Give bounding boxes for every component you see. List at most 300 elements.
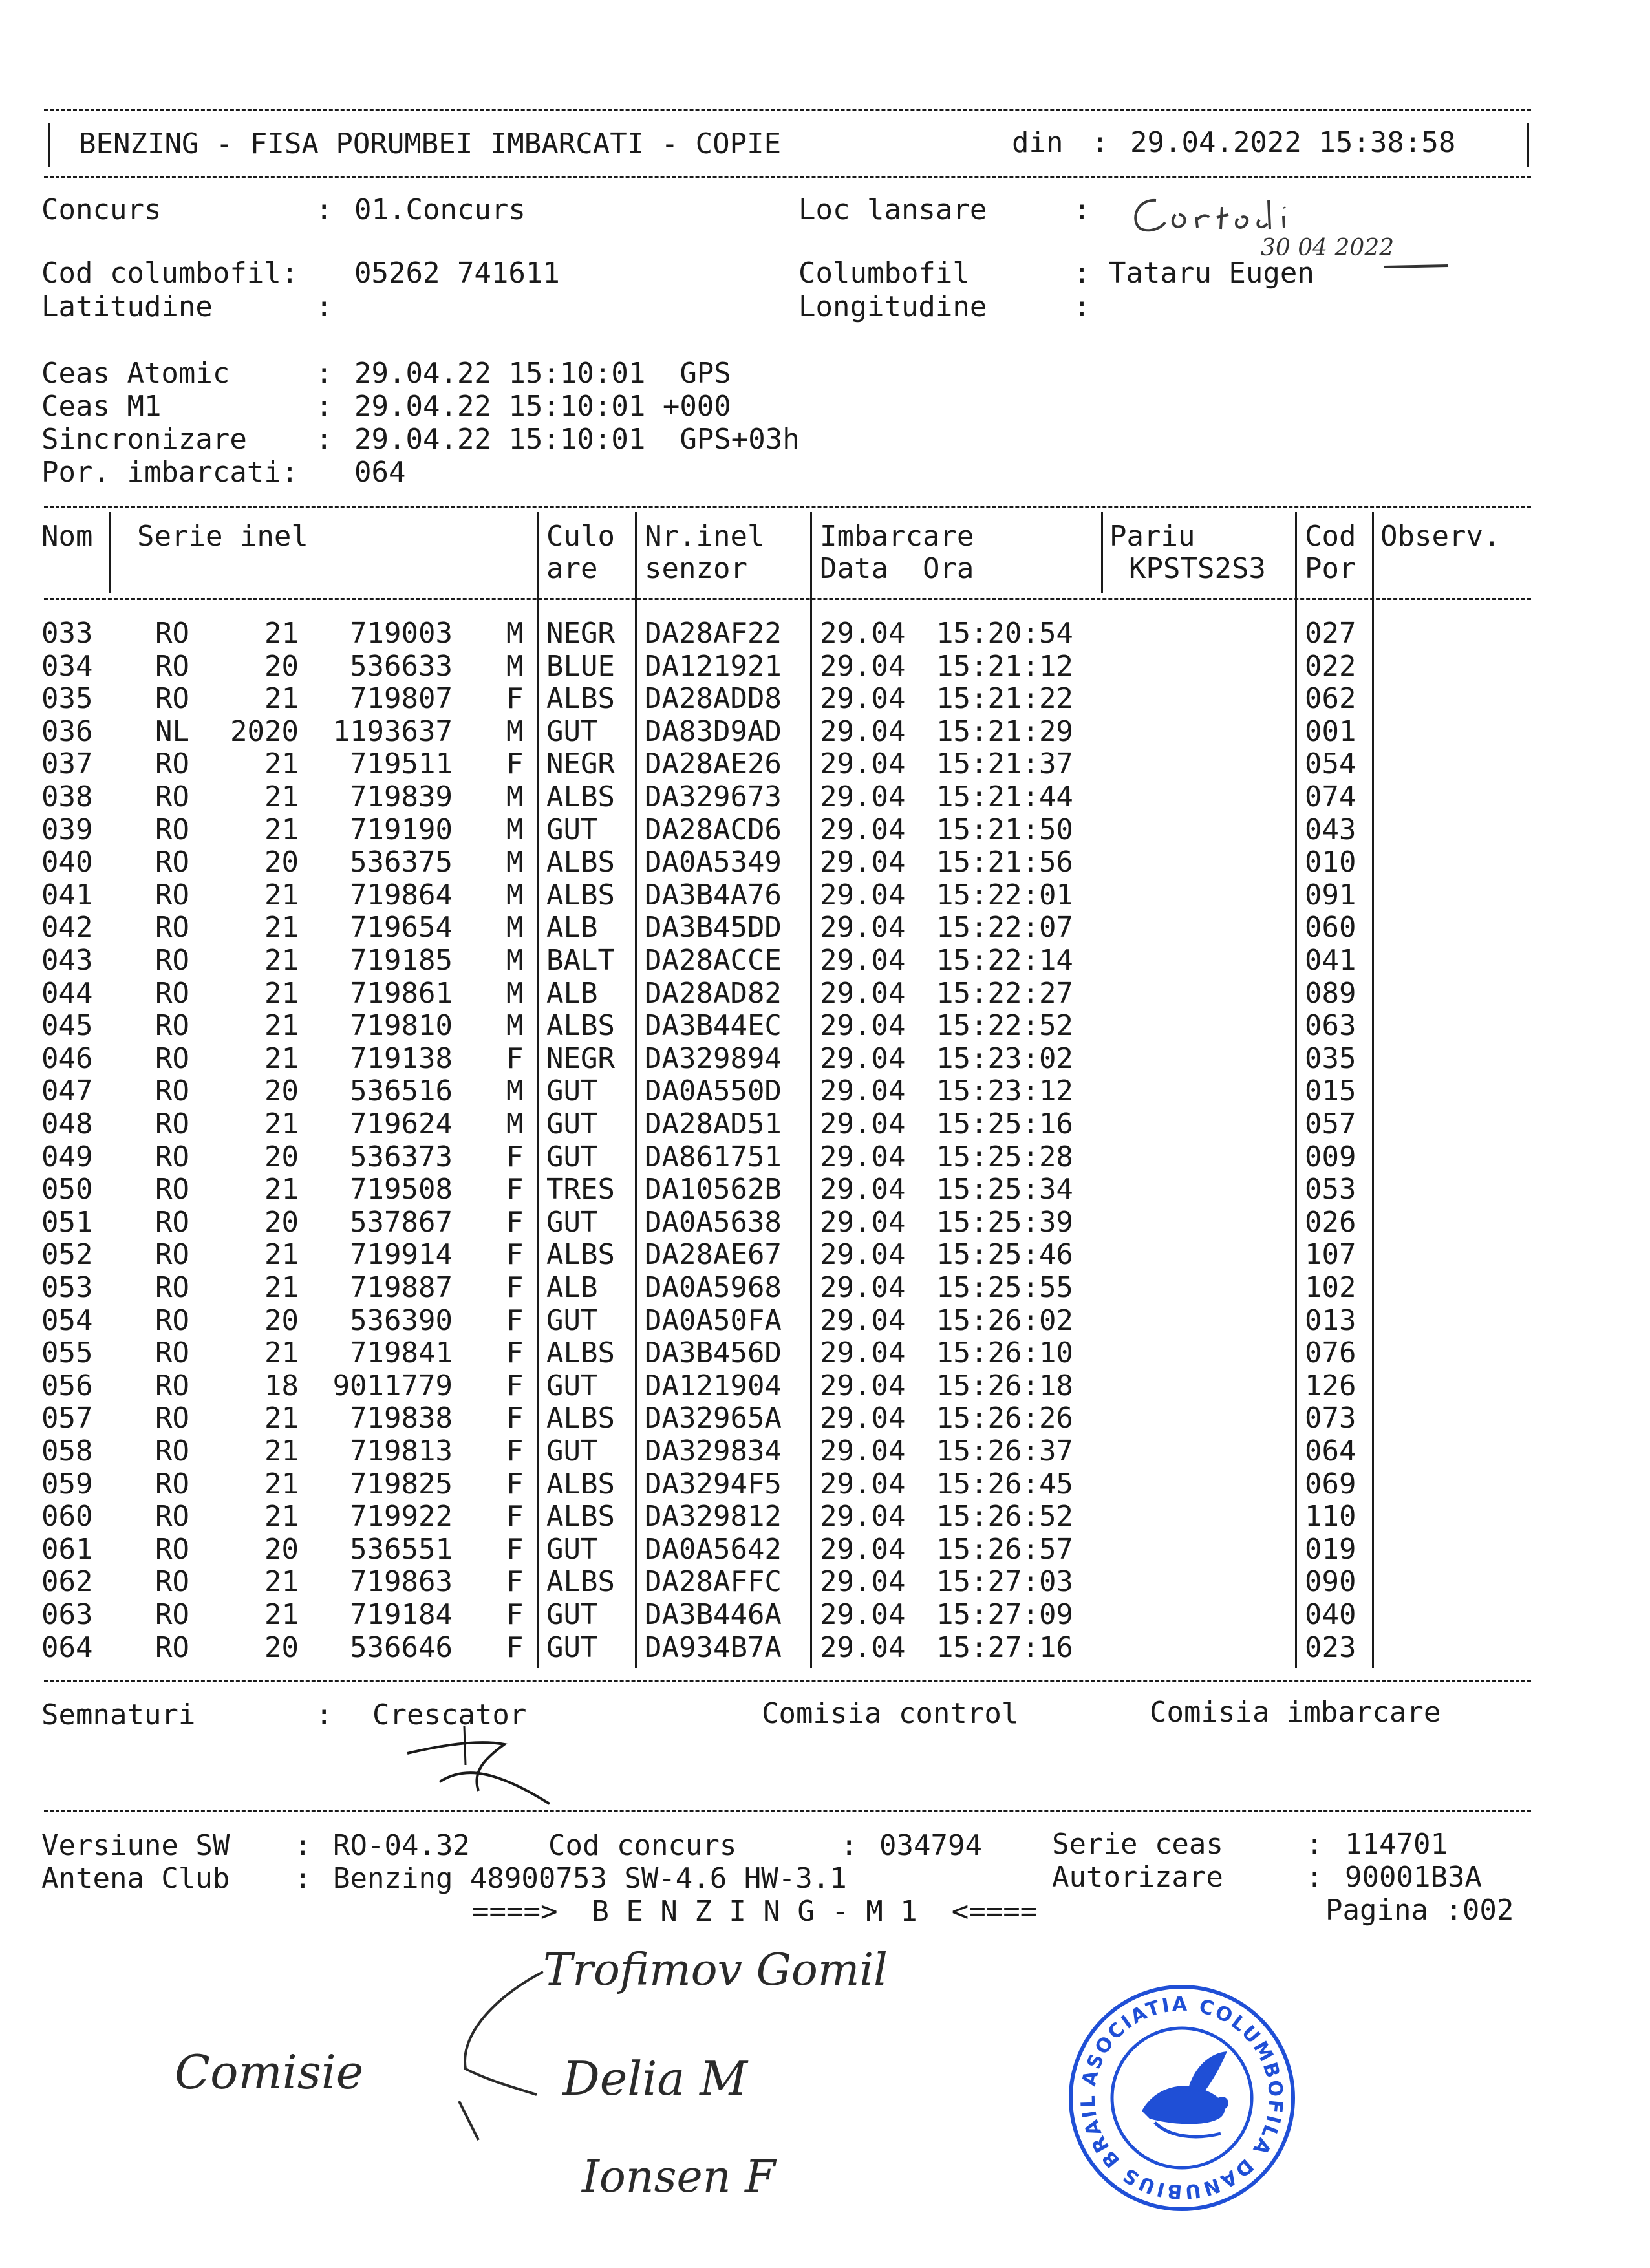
row-nr: 719922 [350,1500,453,1534]
row-tara: RO [155,1500,189,1534]
row-data: 29.04 [820,1467,906,1501]
row-senzor: DA28ACD6 [645,813,782,846]
row-tara: RO [155,846,189,879]
table-bottom-rule [44,1680,1531,1682]
row-ora: 15:22:07 [936,911,1073,945]
row-cod: 022 [1305,649,1356,683]
row-data: 29.04 [820,1205,906,1239]
row-ora: 15:21:29 [936,714,1073,748]
row-an: 21 [264,813,299,846]
table-row [0,1043,1650,1075]
table-row [0,945,1650,977]
row-tara: RO [155,1565,189,1599]
row-nom: 064 [41,1631,93,1664]
row-cod: 057 [1305,1107,1356,1140]
row-ora: 15:22:52 [936,1009,1073,1043]
row-cod: 073 [1305,1402,1356,1435]
table-row [0,1370,1650,1402]
row-nr: 719813 [350,1435,453,1468]
row-nom: 036 [41,714,93,748]
row-sex: F [506,1369,524,1402]
row-sex: M [506,976,524,1010]
row-culoare: NEGR [546,1042,615,1075]
row-nom: 044 [41,976,93,1010]
comisia-imbarcare-label: Comisia imbarcare [1150,1696,1441,1729]
row-nr: 536516 [350,1075,453,1108]
row-cod: 053 [1305,1173,1356,1206]
versiune-colon: : [294,1829,312,1862]
row-an: 21 [264,1336,299,1370]
row-cod: 064 [1305,1435,1356,1468]
row-cod: 102 [1305,1271,1356,1304]
crescator-signature [401,1720,569,1817]
row-tara: RO [155,1238,189,1272]
row-sex: M [506,649,524,683]
col-cod-header-2: Por [1305,552,1356,585]
date-value: 29.04.2022 15:38:58 [1130,126,1456,159]
row-nr: 719003 [350,617,453,650]
row-nom: 038 [41,780,93,813]
col-divider-imbarcare [1101,512,1103,593]
table-row [0,1501,1650,1533]
row-cod: 023 [1305,1631,1356,1664]
row-nom: 060 [41,1500,93,1534]
row-tara: RO [155,1075,189,1108]
row-sex: F [506,1631,524,1664]
row-culoare: ALB [546,976,598,1010]
row-data: 29.04 [820,1303,906,1337]
header-top-rule [44,109,1531,111]
row-ora: 15:22:14 [936,944,1073,977]
porumbei-imbarcati-label: Por. imbarcati: [41,456,299,489]
row-data: 29.04 [820,649,906,683]
club-stamp [1050,1958,1305,2221]
latitudine-label: Latitudine [41,290,213,323]
antena-label: Antena Club [41,1862,230,1895]
row-culoare: ALBS [546,1500,615,1534]
autorizare-colon: : [1306,1861,1323,1894]
row-sex: F [506,1336,524,1370]
row-tara: RO [155,1173,189,1206]
table-row [0,1468,1650,1501]
handwritten-name-1: Trofimov Gomil [543,1945,888,1996]
row-nr: 719508 [350,1173,453,1206]
row-senzor: DA3B4A76 [645,878,782,912]
sincronizare-colon: : [316,423,333,456]
row-sex: M [506,911,524,945]
row-ora: 15:21:56 [936,846,1073,879]
row-nom: 058 [41,1435,93,1468]
row-culoare: BALT [546,944,615,977]
row-nom: 052 [41,1238,93,1272]
row-culoare: ALBS [546,780,615,813]
row-sex: M [506,714,524,748]
table-row [0,1534,1650,1566]
cod-concurs-label: Cod concurs [548,1829,737,1862]
row-nom: 039 [41,813,93,846]
row-ora: 15:23:12 [936,1075,1073,1108]
row-culoare: GUT [546,1075,598,1108]
table-row [0,781,1650,813]
row-an: 20 [264,1205,299,1239]
row-cod: 054 [1305,747,1356,781]
concurs-colon: : [316,193,333,226]
row-data: 29.04 [820,747,906,781]
table-top-rule [44,506,1531,508]
row-ora: 15:27:03 [936,1565,1073,1599]
row-tara: RO [155,1369,189,1402]
row-nom: 047 [41,1075,93,1108]
row-culoare: GUT [546,1435,598,1468]
col-nrinel-header-2: senzor [645,552,747,585]
row-tara: RO [155,1205,189,1239]
row-data: 29.04 [820,1173,906,1206]
row-culoare: GUT [546,1631,598,1664]
row-ora: 15:22:01 [936,878,1073,912]
table-row [0,1239,1650,1271]
loc-lansare-label: Loc lansare [798,193,987,226]
row-sex: F [506,682,524,716]
ceas-m1-label: Ceas M1 [41,390,162,423]
loc-lansare-colon: : [1073,193,1091,226]
header-left-border [48,123,50,167]
row-nom: 061 [41,1532,93,1566]
row-an: 18 [264,1369,299,1402]
table-row [0,814,1650,846]
cod-columbofil-value: 05262 741611 [354,257,560,290]
row-sex: F [506,747,524,781]
row-data: 29.04 [820,1107,906,1140]
row-tara: NL [155,714,189,748]
document-title: BENZING - FISA PORUMBEI IMBARCATI - COPIE [79,127,782,160]
row-senzor: DA329812 [645,1500,782,1534]
row-culoare: ALBS [546,1009,615,1043]
row-culoare: ALBS [546,682,615,716]
row-culoare: GUT [546,1140,598,1173]
handwritten-date-text: 30 04 2022 [1261,235,1395,261]
date-label: din [1012,126,1064,159]
sincronizare-value: 29.04.22 15:10:01 GPS+03h [354,423,800,456]
row-nom: 037 [41,747,93,781]
col-observ-header: Observ. [1380,520,1501,553]
table-row [0,879,1650,912]
row-senzor: DA28AE26 [645,747,782,781]
row-ora: 15:27:09 [936,1598,1073,1631]
row-an: 21 [264,1565,299,1599]
row-culoare: ALBS [546,1467,615,1501]
row-senzor: DA3B446A [645,1598,782,1631]
versiune-label: Versiune SW [41,1829,230,1862]
row-data: 29.04 [820,1565,906,1599]
row-sex: F [506,1042,524,1075]
ceas-m1-value: 29.04.22 15:10:01 +000 [354,390,731,423]
row-data: 29.04 [820,682,906,716]
row-data: 29.04 [820,878,906,912]
row-ora: 15:25:55 [936,1271,1073,1304]
table-row [0,683,1650,715]
col-pariu-header-1: Pariu [1109,520,1195,553]
row-data: 29.04 [820,911,906,945]
row-nr: 1193637 [332,714,453,748]
row-nr: 536551 [350,1532,453,1566]
row-senzor: DA83D9AD [645,714,782,748]
row-an: 21 [264,1173,299,1206]
row-an: 21 [264,1467,299,1501]
row-tara: RO [155,911,189,945]
row-nr: 719861 [350,976,453,1010]
table-row [0,1108,1650,1140]
row-culoare: ALBS [546,1238,615,1272]
autorizare-label: Autorizare [1052,1861,1223,1894]
row-an: 2020 [230,714,299,748]
row-cod: 043 [1305,813,1356,846]
row-senzor: DA28AE67 [645,1238,782,1272]
row-sex: M [506,878,524,912]
semnaturi-colon: : [316,1698,333,1731]
table-row [0,1402,1650,1435]
row-ora: 15:27:16 [936,1631,1073,1664]
row-culoare: GUT [546,1107,598,1140]
row-ora: 15:25:28 [936,1140,1073,1173]
row-cod: 126 [1305,1369,1356,1402]
row-senzor: DA3294F5 [645,1467,782,1501]
row-senzor: DA28AF22 [645,617,782,650]
row-an: 20 [264,846,299,879]
row-tara: RO [155,944,189,977]
row-ora: 15:26:45 [936,1467,1073,1501]
table-row [0,1599,1650,1631]
row-ora: 15:26:18 [936,1369,1073,1402]
row-senzor: DA329673 [645,780,782,813]
table-row [0,617,1650,650]
row-an: 21 [264,682,299,716]
latitudine-colon: : [316,290,333,323]
table-row [0,1075,1650,1107]
table-row [0,1566,1650,1598]
table-row [0,748,1650,780]
row-senzor: DA28ACCE [645,944,782,977]
row-nr: 719863 [350,1565,453,1599]
ceas-m1-colon: : [316,390,333,423]
header-bottom-rule [44,176,1531,178]
col-divider-nom [109,512,111,593]
row-senzor: DA3B456D [645,1336,782,1370]
row-nom: 059 [41,1467,93,1501]
row-tara: RO [155,617,189,650]
row-nom: 045 [41,1009,93,1043]
footer-top-rule [44,1810,1531,1812]
row-tara: RO [155,649,189,683]
row-data: 29.04 [820,1140,906,1173]
row-sex: F [506,1303,524,1337]
row-tara: RO [155,1140,189,1173]
row-ora: 15:25:39 [936,1205,1073,1239]
serie-ceas-colon: : [1306,1828,1323,1861]
row-ora: 15:22:27 [936,976,1073,1010]
row-tara: RO [155,1009,189,1043]
row-an: 21 [264,1402,299,1435]
longitudine-label: Longitudine [798,290,987,323]
stamp-text: ASOCIATIA COLUMBOFILA DANUBIUS BRAILA [1050,1958,1287,2203]
row-nr: 719511 [350,747,453,781]
row-an: 20 [264,649,299,683]
row-culoare: ALBS [546,1336,615,1370]
row-senzor: DA0A5638 [645,1205,782,1239]
row-culoare: ALBS [546,846,615,879]
row-culoare: GUT [546,1303,598,1337]
col-nom-header: Nom [41,520,93,553]
table-row [0,978,1650,1010]
row-nr: 719914 [350,1238,453,1272]
row-data: 29.04 [820,1369,906,1402]
handwritten-name-2: Delia M [562,2051,747,2106]
row-nr: 536375 [350,846,453,879]
ceas-atomic-value: 29.04.22 15:10:01 GPS [354,357,731,390]
table-row [0,1141,1650,1173]
table-row [0,912,1650,944]
row-ora: 15:26:37 [936,1435,1073,1468]
row-sex: F [506,1402,524,1435]
row-cod: 001 [1305,714,1356,748]
row-ora: 15:26:52 [936,1500,1073,1534]
table-row [0,650,1650,683]
row-an: 21 [264,1009,299,1043]
cod-columbofil-label: Cod columbofil: [41,257,299,290]
row-data: 29.04 [820,1402,906,1435]
row-cod: 069 [1305,1467,1356,1501]
row-sex: M [506,1009,524,1043]
row-nr: 536646 [350,1631,453,1664]
row-cod: 074 [1305,780,1356,813]
antena-colon: : [294,1862,312,1895]
row-ora: 15:25:34 [936,1173,1073,1206]
row-tara: RO [155,1598,189,1631]
row-sex: F [506,1140,524,1173]
row-an: 21 [264,747,299,781]
row-culoare: GUT [546,1598,598,1631]
row-senzor: DA934B7A [645,1631,782,1664]
columbofil-value: Tataru Eugen [1109,257,1314,290]
row-nr: 719838 [350,1402,453,1435]
row-sex: F [506,1500,524,1534]
porumbei-imbarcati-value: 064 [354,456,406,489]
row-nom: 056 [41,1369,93,1402]
table-header-rule [44,598,1531,600]
crescator-label: Crescator [372,1698,527,1731]
row-culoare: GUT [546,1369,598,1402]
col-culoare-header-2: are [546,552,598,585]
row-an: 21 [264,1598,299,1631]
row-nom: 057 [41,1402,93,1435]
row-data: 29.04 [820,813,906,846]
row-an: 21 [264,911,299,945]
row-cod: 040 [1305,1598,1356,1631]
row-senzor: DA28ADD8 [645,682,782,716]
row-cod: 076 [1305,1336,1356,1370]
row-ora: 15:26:02 [936,1303,1073,1337]
sincronizare-label: Sincronizare [41,423,247,456]
row-culoare: ALBS [546,878,615,912]
row-data: 29.04 [820,1075,906,1108]
row-nr: 719654 [350,911,453,945]
row-an: 20 [264,1303,299,1337]
table-row [0,1272,1650,1304]
cod-concurs-colon: : [841,1829,858,1862]
concurs-label: Concurs [41,193,162,226]
row-senzor: DA3B44EC [645,1009,782,1043]
ceas-atomic-colon: : [316,357,333,390]
row-tara: RO [155,1435,189,1468]
row-data: 29.04 [820,780,906,813]
antena-value: Benzing 48900753 SW-4.6 HW-3.1 [333,1862,847,1895]
col-imbarcare-header-1: Imbarcare [820,520,974,553]
row-data: 29.04 [820,1009,906,1043]
row-ora: 15:21:37 [936,747,1073,781]
row-nr: 719825 [350,1467,453,1501]
row-senzor: DA329894 [645,1042,782,1075]
row-nr: 719864 [350,878,453,912]
row-ora: 15:25:46 [936,1238,1073,1272]
row-data: 29.04 [820,976,906,1010]
row-tara: RO [155,1532,189,1566]
row-nom: 048 [41,1107,93,1140]
row-culoare: NEGR [546,617,615,650]
row-ora: 15:21:22 [936,682,1073,716]
row-an: 20 [264,1631,299,1664]
row-culoare: ALB [546,911,598,945]
row-nr: 719138 [350,1042,453,1075]
row-senzor: DA0A50FA [645,1303,782,1337]
autorizare-value: 90001B3A [1345,1861,1482,1894]
row-sex: F [506,1532,524,1566]
semnaturi-label: Semnaturi [41,1698,196,1731]
row-nom: 043 [41,944,93,977]
row-cod: 089 [1305,976,1356,1010]
col-serie-header: Serie inel [137,520,308,553]
row-tara: RO [155,747,189,781]
ceas-atomic-label: Ceas Atomic [41,357,230,390]
row-tara: RO [155,780,189,813]
columbofil-label: Columbofil [798,257,970,290]
serie-ceas-value: 114701 [1345,1828,1448,1861]
row-tara: RO [155,682,189,716]
row-cod: 019 [1305,1532,1356,1566]
row-sex: F [506,1271,524,1304]
row-tara: RO [155,813,189,846]
table-row [0,1010,1650,1042]
row-data: 29.04 [820,1598,906,1631]
row-senzor: DA28AFFC [645,1565,782,1599]
row-an: 21 [264,780,299,813]
row-data: 29.04 [820,1238,906,1272]
row-nom: 041 [41,878,93,912]
table-row [0,1632,1650,1664]
row-ora: 15:25:16 [936,1107,1073,1140]
row-culoare: TRES [546,1173,615,1206]
row-sex: M [506,780,524,813]
row-sex: F [506,1598,524,1631]
versiune-value: RO-04.32 [333,1829,470,1862]
row-tara: RO [155,1303,189,1337]
table-row [0,846,1650,879]
row-an: 20 [264,1075,299,1108]
table-row [0,1305,1650,1337]
row-data: 29.04 [820,944,906,977]
table-row [0,716,1650,748]
row-senzor: DA861751 [645,1140,782,1173]
benzing-banner: ====> B E N Z I N G - M 1 <==== [472,1895,1038,1928]
row-an: 20 [264,1532,299,1566]
